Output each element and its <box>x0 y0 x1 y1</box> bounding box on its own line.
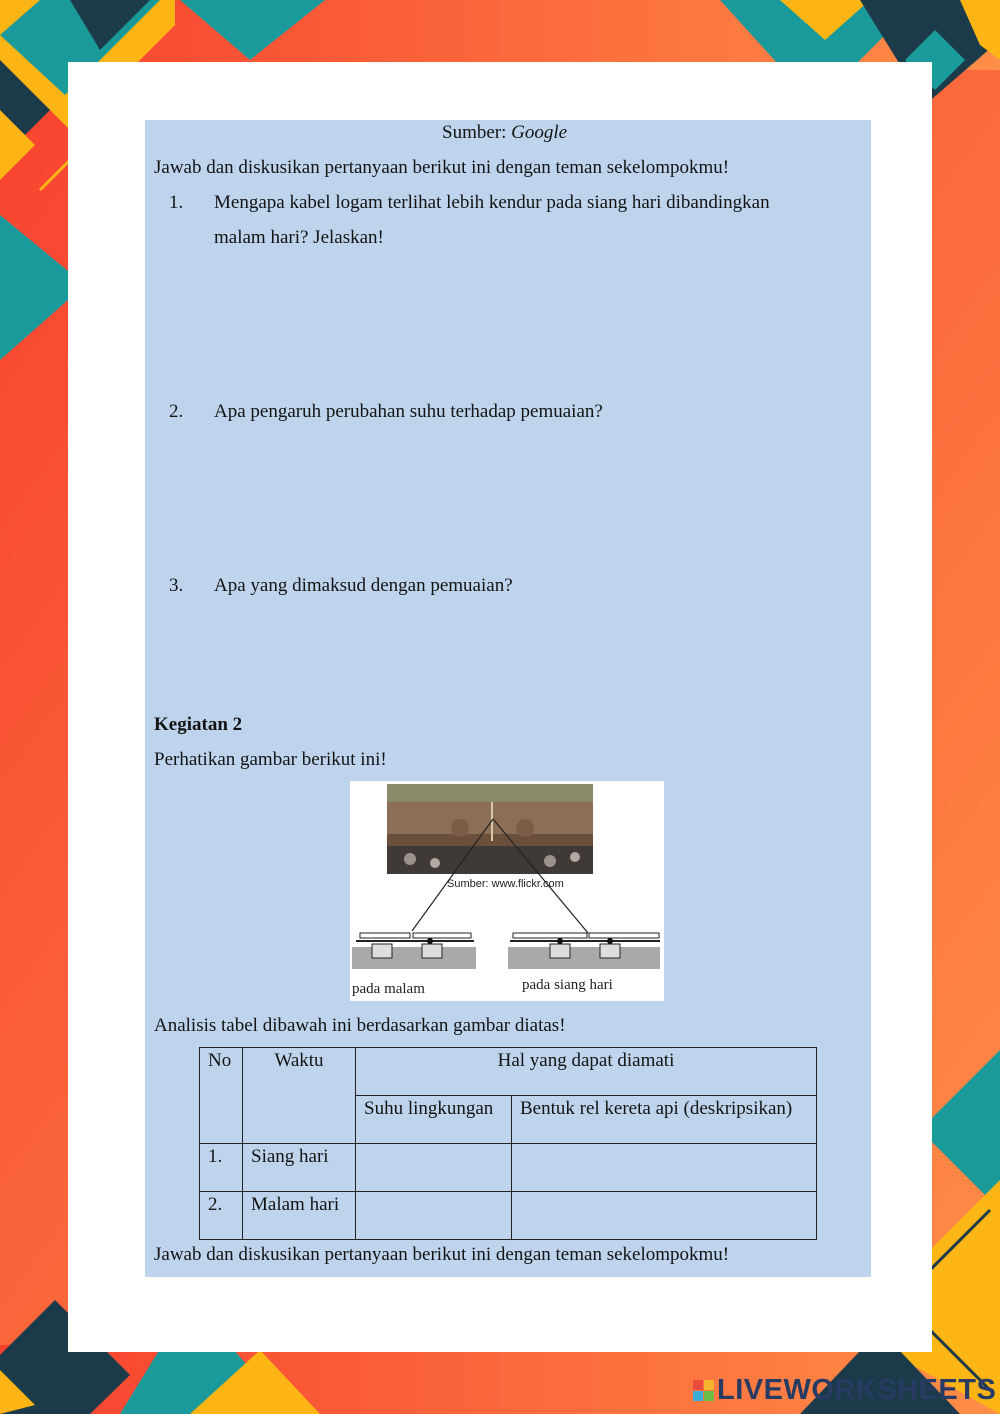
subheader-rail-shape: Bentuk rel kereta api (deskripsikan) <box>512 1096 817 1144</box>
question-number: 3. <box>169 575 184 596</box>
logo-mark-icon <box>693 1380 714 1401</box>
activity-instruction: Perhatikan gambar berikut ini! <box>154 749 387 770</box>
table-row <box>200 1144 817 1192</box>
header-no: No <box>200 1048 243 1144</box>
subheader-temperature: Suhu lingkungan <box>356 1096 512 1144</box>
observation-table <box>199 1047 817 1240</box>
liveworksheets-logo <box>693 1374 996 1406</box>
figure-label-night: pada malam <box>352 981 425 997</box>
header-observed: Hal yang dapat diamati <box>356 1048 817 1096</box>
rail-shape-cell-input[interactable] <box>512 1144 817 1192</box>
discussion-instruction: Jawab dan diskusikan pertanyaan berikut ini dengan teman sekelompokmu! <box>154 1244 730 1265</box>
question-number: 1. <box>169 192 184 213</box>
figure-source-caption: Sumber: www.flickr.com <box>447 878 564 890</box>
figure-label-day: pada siang hari <box>522 977 613 993</box>
answer-area[interactable] <box>214 262 854 382</box>
watermark-text: LIVEWORKSHEETS <box>717 1373 997 1406</box>
source-prefix: Sumber: <box>442 122 512 143</box>
answer-area[interactable] <box>214 436 854 556</box>
analysis-instruction: Analisis tabel dibawah ini berdasarkan gambar diatas! <box>154 1015 566 1036</box>
rail-expansion-figure <box>350 781 664 1001</box>
rail-illustration <box>350 781 664 1001</box>
source-line <box>442 122 567 145</box>
activity-title: Kegiatan 2 <box>154 714 243 735</box>
row-no: 2. <box>200 1192 243 1240</box>
rail-shape-cell-input[interactable] <box>512 1192 817 1240</box>
row-no: 1. <box>200 1144 243 1192</box>
question-text: malam hari? Jelaskan! <box>214 227 384 248</box>
row-time: Malam hari <box>243 1192 356 1240</box>
table-row <box>200 1192 817 1240</box>
question-text: Mengapa kabel logam terlihat lebih kendur pada siang hari dibandingkan <box>214 192 770 213</box>
temperature-cell-input[interactable] <box>356 1192 512 1240</box>
discussion-instruction: Jawab dan diskusikan pertanyaan berikut ini dengan teman sekelompokmu! <box>154 157 730 178</box>
temperature-cell-input[interactable] <box>356 1144 512 1192</box>
source-name: Google <box>511 122 568 143</box>
question-text: Apa pengaruh perubahan suhu terhadap pemuaian? <box>214 401 603 422</box>
question-text: Apa yang dimaksud dengan pemuaian? <box>214 575 513 596</box>
header-time: Waktu <box>243 1048 356 1144</box>
question-number: 2. <box>169 401 184 422</box>
row-time: Siang hari <box>243 1144 356 1192</box>
answer-area[interactable] <box>214 610 854 700</box>
